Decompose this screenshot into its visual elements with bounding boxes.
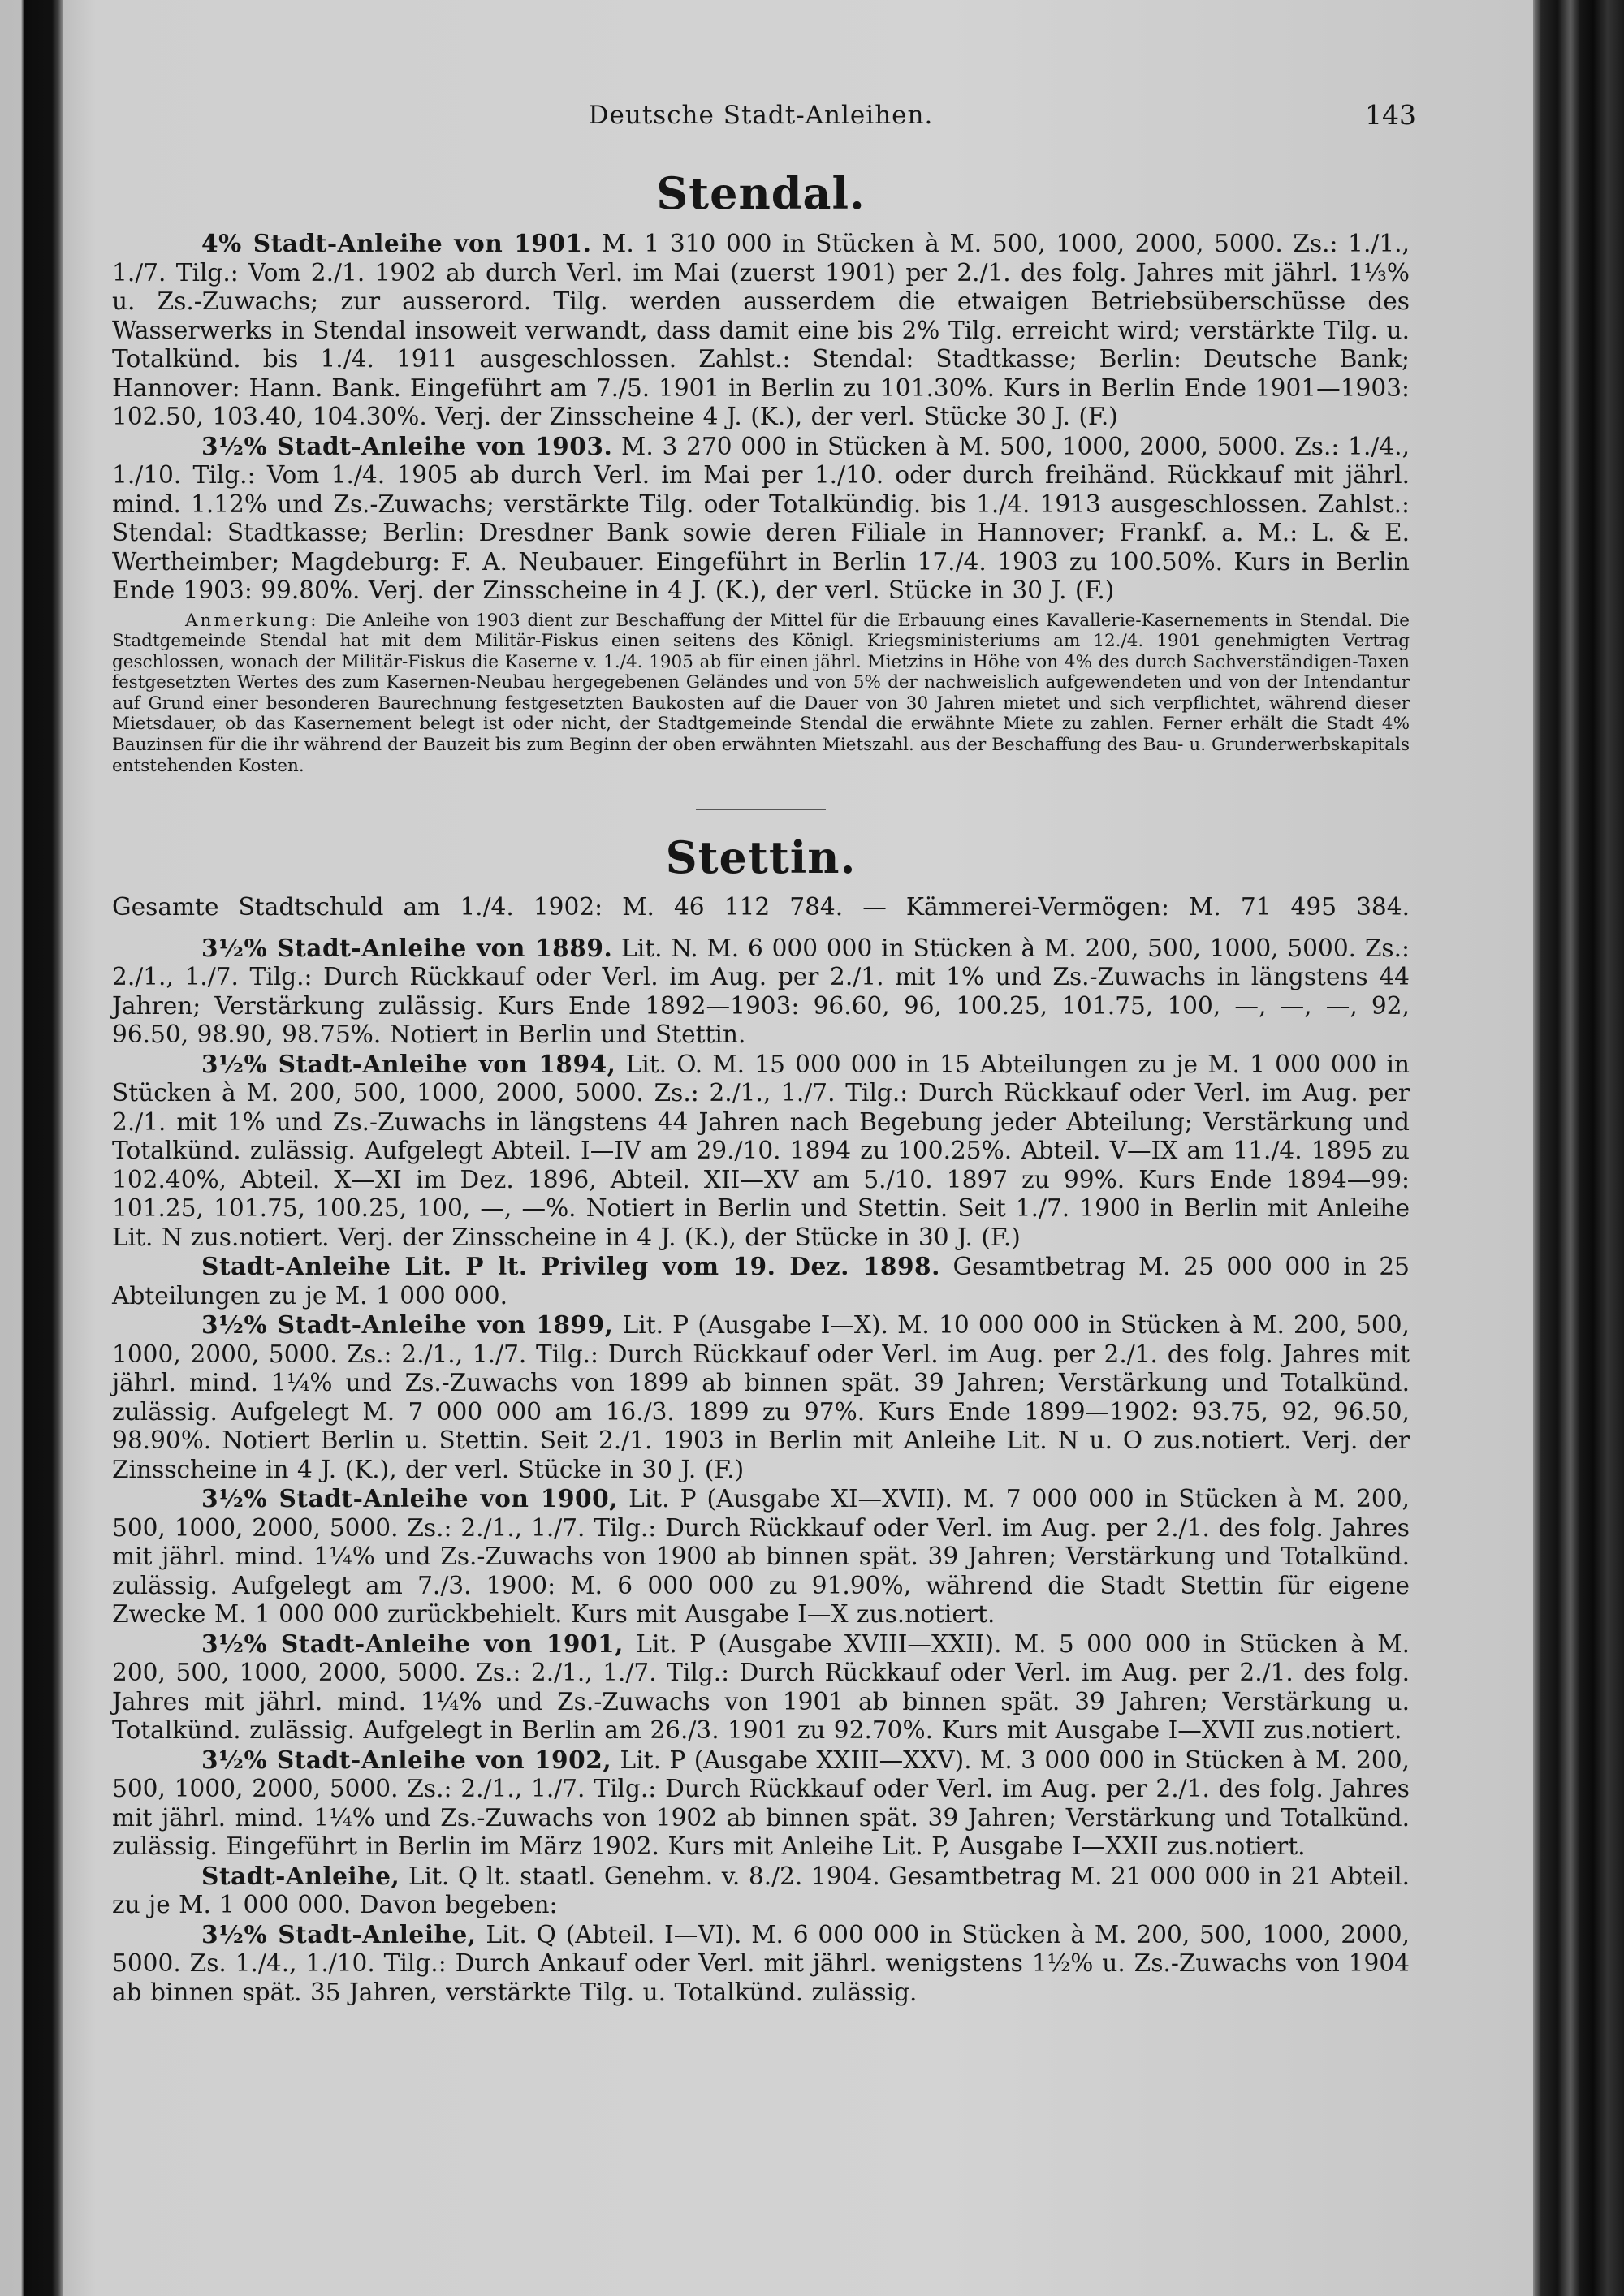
entry-text: Lit. P (Ausgabe XVIII—XXII). M. 5 000 000 in Stücken à M. 200, 500, 1000, 2000, 5000. Zs.: 2./1., 1./7. Tilg.: Durch Rückkauf oder Verl. im Aug. per 2./1. des folg. Jahres mit jährl. mind. 1¼% und Zs.-Zuwachs von 1901 ab binnen spät. 39 Jahren; Verstärkung u. Totalkünd. zulässig. Aufgelegt in Berlin am 26./3. 1901 zu 92.70%. Kurs mit Ausgabe I—XVII zus.notiert. xyxy=(112,1629,1410,1745)
section-divider xyxy=(696,809,826,810)
entry-lead: 4% Stadt-Anleihe von 1901. xyxy=(201,229,592,257)
entry-stettin-lit-q xyxy=(112,1862,1410,1920)
entry-lead: 3½% Stadt-Anleihe von 1889. xyxy=(201,933,613,962)
footnote-text: Die Anleihe von 1903 dient zur Beschaffung der Mittel für die Erbauung eines Kavallerie-Kasernements in Stendal. Die Stadtgemeinde Stendal hat mit dem Militär-Fiskus einen seitens des Königl. Kriegsministeriums am 12./4. 1901 genehmigten Vertrag geschlossen, wonach der Militär-Fiskus die Kaserne v. 1./4. 1905 ab für einen jährl. Mietzins in Höhe von 4% des durch Sachverständigen-Taxen festgesetzten Wertes des zum Kasernen-Neubau hergegebenen Geländes und von 5% der nachweislich aufgewendeten und von der Intendantur auf Grund einer besonderen Baurechnung festgesetzten Baukosten auf die Dauer von 30 Jahren mietet und sich verpflichtet, während dieser Mietsdauer, ob das Kasernement belegt ist oder nicht, der Stadtgemeinde Stendal die erwähnte Miete zu zahlen. Ferner erhält die Stadt 4% Bauzinsen für die ihr während der Bauzeit bis zum Beginn der oben erwähnten Mietszahl. aus der Beschaffung des Bau- u. Grunderwerbskapitals entstehenden Kosten. xyxy=(112,610,1410,776)
scan-border-right xyxy=(1533,0,1624,2296)
entry-text: Lit. Q (Abteil. I—VI). M. 6 000 000 in Stücken à M. 200, 500, 1000, 2000, 5000. Zs. 1./4., 1./10. Tilg.: Durch Ankauf oder Verl. mit jährl. wenigstens 1½% u. Zs.-Zuwachs von 1904 ab binnen spät. 35 Jahren, verstärkte Tilg. u. Totalkünd. zulässig. xyxy=(112,1920,1410,2006)
entry-stettin-1900 xyxy=(112,1484,1410,1629)
document-page xyxy=(63,0,1533,2296)
section-stettin xyxy=(112,831,1410,2007)
entry-lead: 3½% Stadt-Anleihe von 1902, xyxy=(201,1745,612,1774)
entry-lead: 3½% Stadt-Anleihe von 1900, xyxy=(201,1484,619,1513)
entry-text: Lit. P (Ausgabe XI—XVII). M. 7 000 000 in Stücken à M. 200, 500, 1000, 2000, 5000. Zs.: 2./1., 1./7. Tilg.: Durch Rückkauf oder Verl. im Aug. per 2./1. des folg. Jahres mit jährl. mind. 1¼% und Zs.-Zuwachs von 1900 ab binnen spät. 39 Jahren; Verstärkung und Totalkünd. zulässig. Aufgelegt am 7./3. 1900: M. 6 000 000 zu 91.90%, während die Stadt Stettin für eigene Zwecke M. 1 000 000 zurückbehielt. Kurs mit Ausgabe I—X zus.notiert. xyxy=(112,1485,1410,1629)
entry-lead: 3½% Stadt-Anleihe, xyxy=(201,1919,477,1949)
entry-text: Lit. P (Ausgabe I—X). M. 10 000 000 in Stücken à M. 200, 500, 1000, 2000, 5000. Zs.: 2./1., 1./7. Tilg.: Durch Rückkauf oder Verl. im Aug. per 2./1. des folg. Jahres mit jährl. mind. 1¼% und Zs.-Zuwachs von 1899 ab binnen spät. 39 Jahren; Verstärkung und Totalkünd. zulässig. Aufgelegt M. 7 000 000 am 16./3. 1899 zu 97%. Kurs Ende 1899—1902: 93.75, 92, 96.50, 98.90%. Notiert Berlin u. Stettin. Seit 2./1. 1903 in Berlin mit Anleihe Lit. N u. O zus.notiert. Verj. der Zinsscheine in 4 J. (K.), der verl. Stücke in 30 J. (F.) xyxy=(112,1311,1410,1483)
entry-lead: 3½% Stadt-Anleihe von 1903. xyxy=(201,431,613,460)
entry-stettin-1902 xyxy=(112,1746,1410,1862)
entry-stettin-1899 xyxy=(112,1310,1410,1484)
entry-stettin-lit-p xyxy=(112,1252,1410,1310)
entry-text: Lit. P (Ausgabe XXIII—XXV). M. 3 000 000 in Stücken à M. 200, 500, 1000, 2000, 5000. Zs.: 2./1., 1./7. Tilg.: Durch Rückkauf oder Verl. im Aug. per 2./1. des folg. Jahres mit jährl. mind. 1¼% und Zs.-Zuwachs von 1902 ab binnen spät. 39 Jahren; Verstärkung und Totalkünd. zulässig. Eingeführt in Berlin im März 1902. Kurs mit Anleihe Lit. P, Ausgabe I—XXII zus.notiert. xyxy=(112,1746,1410,1861)
entry-stendal-1903 xyxy=(112,432,1410,606)
entry-stettin-lit-q-1904 xyxy=(112,1920,1410,2008)
entry-text: M. 3 270 000 in Stücken à M. 500, 1000, 2000, 5000. Zs.: 1./4., 1./10. Tilg.: Vom 1./4. 1905 ab durch Verl. im Mai per 1./10. oder durch freihänd. Rückkauf mit jährl. mind. 1.12% und Zs.-Zuwachs; verstärkte Tilg. oder Totalkündig. bis 1./4. 1913 ausgeschlossen. Zahlst.: Stendal: Stadtkasse; Berlin: Dresdner Bank sowie deren Filiale in Hannover; Frankf. a. M.: L. & E. Wertheimber; Magdeburg: F. A. Neubauer. Eingeführt in Berlin 17./4. 1903 zu 100.50%. Kurs in Berlin Ende 1903: 99.80%. Verj. der Zinsscheine in 4 J. (K.), der verl. Stücke in 30 J. (F.) xyxy=(112,432,1410,604)
entry-stettin-1901 xyxy=(112,1629,1410,1746)
stettin-debt-summary: Gesamte Stadtschuld am 1./4. 1902: M. 46 112 784. — Kämmerei-Vermögen: M. 71 495 384. xyxy=(112,893,1410,921)
footnote-stendal xyxy=(112,611,1410,777)
running-title: Deutsche Stadt-Anleihen. xyxy=(588,101,934,130)
entry-stettin-1889 xyxy=(112,934,1410,1050)
entry-lead: Stadt-Anleihe Lit. P lt. Privileg vom 19. Dez. 1898. xyxy=(201,1252,940,1281)
page-number: 143 xyxy=(1365,99,1416,131)
entry-stettin-1894 xyxy=(112,1050,1410,1253)
entry-lead: 3½% Stadt-Anleihe von 1901, xyxy=(201,1629,624,1658)
entry-stendal-1901 xyxy=(112,229,1410,432)
entry-lead: 3½% Stadt-Anleihe von 1894, xyxy=(201,1049,616,1078)
entry-text: M. 1 310 000 in Stücken à M. 500, 1000, 2000, 5000. Zs.: 1./1., 1./7. Tilg.: Vom 2./1. 1902 ab durch Verl. im Mai (zuerst 1901) per 2./1. des folg. Jahres mit jährl. 1⅓% u. Zs.-Zuwachs; zur ausserord. Tilg. werden ausserdem die etwaigen Betriebsüberschüsse des Wasserwerks in Stendal insoweit verwandt, dass damit eine bis 2% Tilg. erreicht wird; verstärkte Tilg. u. Totalkünd. bis 1./4. 1911 ausgeschlossen. Zahlst.: Stendal: Stadtkasse; Berlin: Deutsche Bank; Hannover: Hann. Bank. Eingeführt am 7./5. 1901 in Berlin zu 101.30%. Kurs in Berlin Ende 1901—1903: 102.50, 103.40, 104.30%. Verj. der Zinsscheine 4 J. (K.), der verl. Stücke 30 J. (F.) xyxy=(112,230,1410,430)
footnote-lead: Anmerkung: xyxy=(185,610,319,631)
section-title-stendal: Stendal. xyxy=(656,167,866,219)
running-header xyxy=(112,96,1416,145)
section-title-stettin: Stettin. xyxy=(665,831,857,884)
entry-lead: 3½% Stadt-Anleihe von 1899, xyxy=(201,1310,614,1340)
entry-lead: Stadt-Anleihe, xyxy=(201,1861,400,1890)
entry-text: Lit. N. M. 6 000 000 in Stücken à M. 200, 500, 1000, 5000. Zs.: 2./1., 1./7. Tilg.: Durch Rückkauf oder Verl. im Aug. per 2./1. mit 1% und Zs.-Zuwachs in längstens 44 Jahren; Verstärkung zulässig. Kurs Ende 1892—1903: 96.60, 96, 100.25, 101.75, 100, —, —, —, 92, 96.50, 98.90, 98.75%. Notiert in Berlin und Stettin. xyxy=(112,934,1410,1049)
entry-text: Lit. Q lt. staatl. Genehm. v. 8./2. 1904. Gesamtbetrag M. 21 000 000 in 21 Abteil. zu je M. 1 000 000. Davon begeben: xyxy=(112,1862,1410,1919)
entry-text: Gesamtbetrag M. 25 000 000 in 25 Abteilungen zu je M. 1 000 000. xyxy=(112,1253,1410,1310)
entry-text: Lit. O. M. 15 000 000 in 15 Abteilungen zu je M. 1 000 000 in Stücken à M. 200, 500, 1000, 2000, 5000. Zs.: 2./1., 1./7. Tilg.: Durch Rückkauf oder Verl. im Aug. per 2./1. mit 1% und Zs.-Zuwachs in längstens 44 Jahren nach Begebung jeder Abteilung; Verstärkung und Totalkünd. zulässig. Aufgelegt Abteil. I—IV am 29./10. 1894 zu 100.25%. Abteil. V—IX am 11./4. 1895 zu 102.40%, Abteil. X—XI im Dez. 1896, Abteil. XII—XV am 5./10. 1897 zu 99%. Kurs Ende 1894—99: 101.25, 101.75, 100.25, 100, —, —%. Notiert in Berlin und Stettin. Seit 1./7. 1900 in Berlin mit Anleihe Lit. N zus.notiert. Verj. der Zinsscheine in 4 J. (K.), der Stücke in 30 J. (F.) xyxy=(112,1050,1410,1251)
page-content xyxy=(112,96,1416,2007)
scan-border-left xyxy=(0,0,63,2296)
section-stendal xyxy=(112,167,1410,776)
